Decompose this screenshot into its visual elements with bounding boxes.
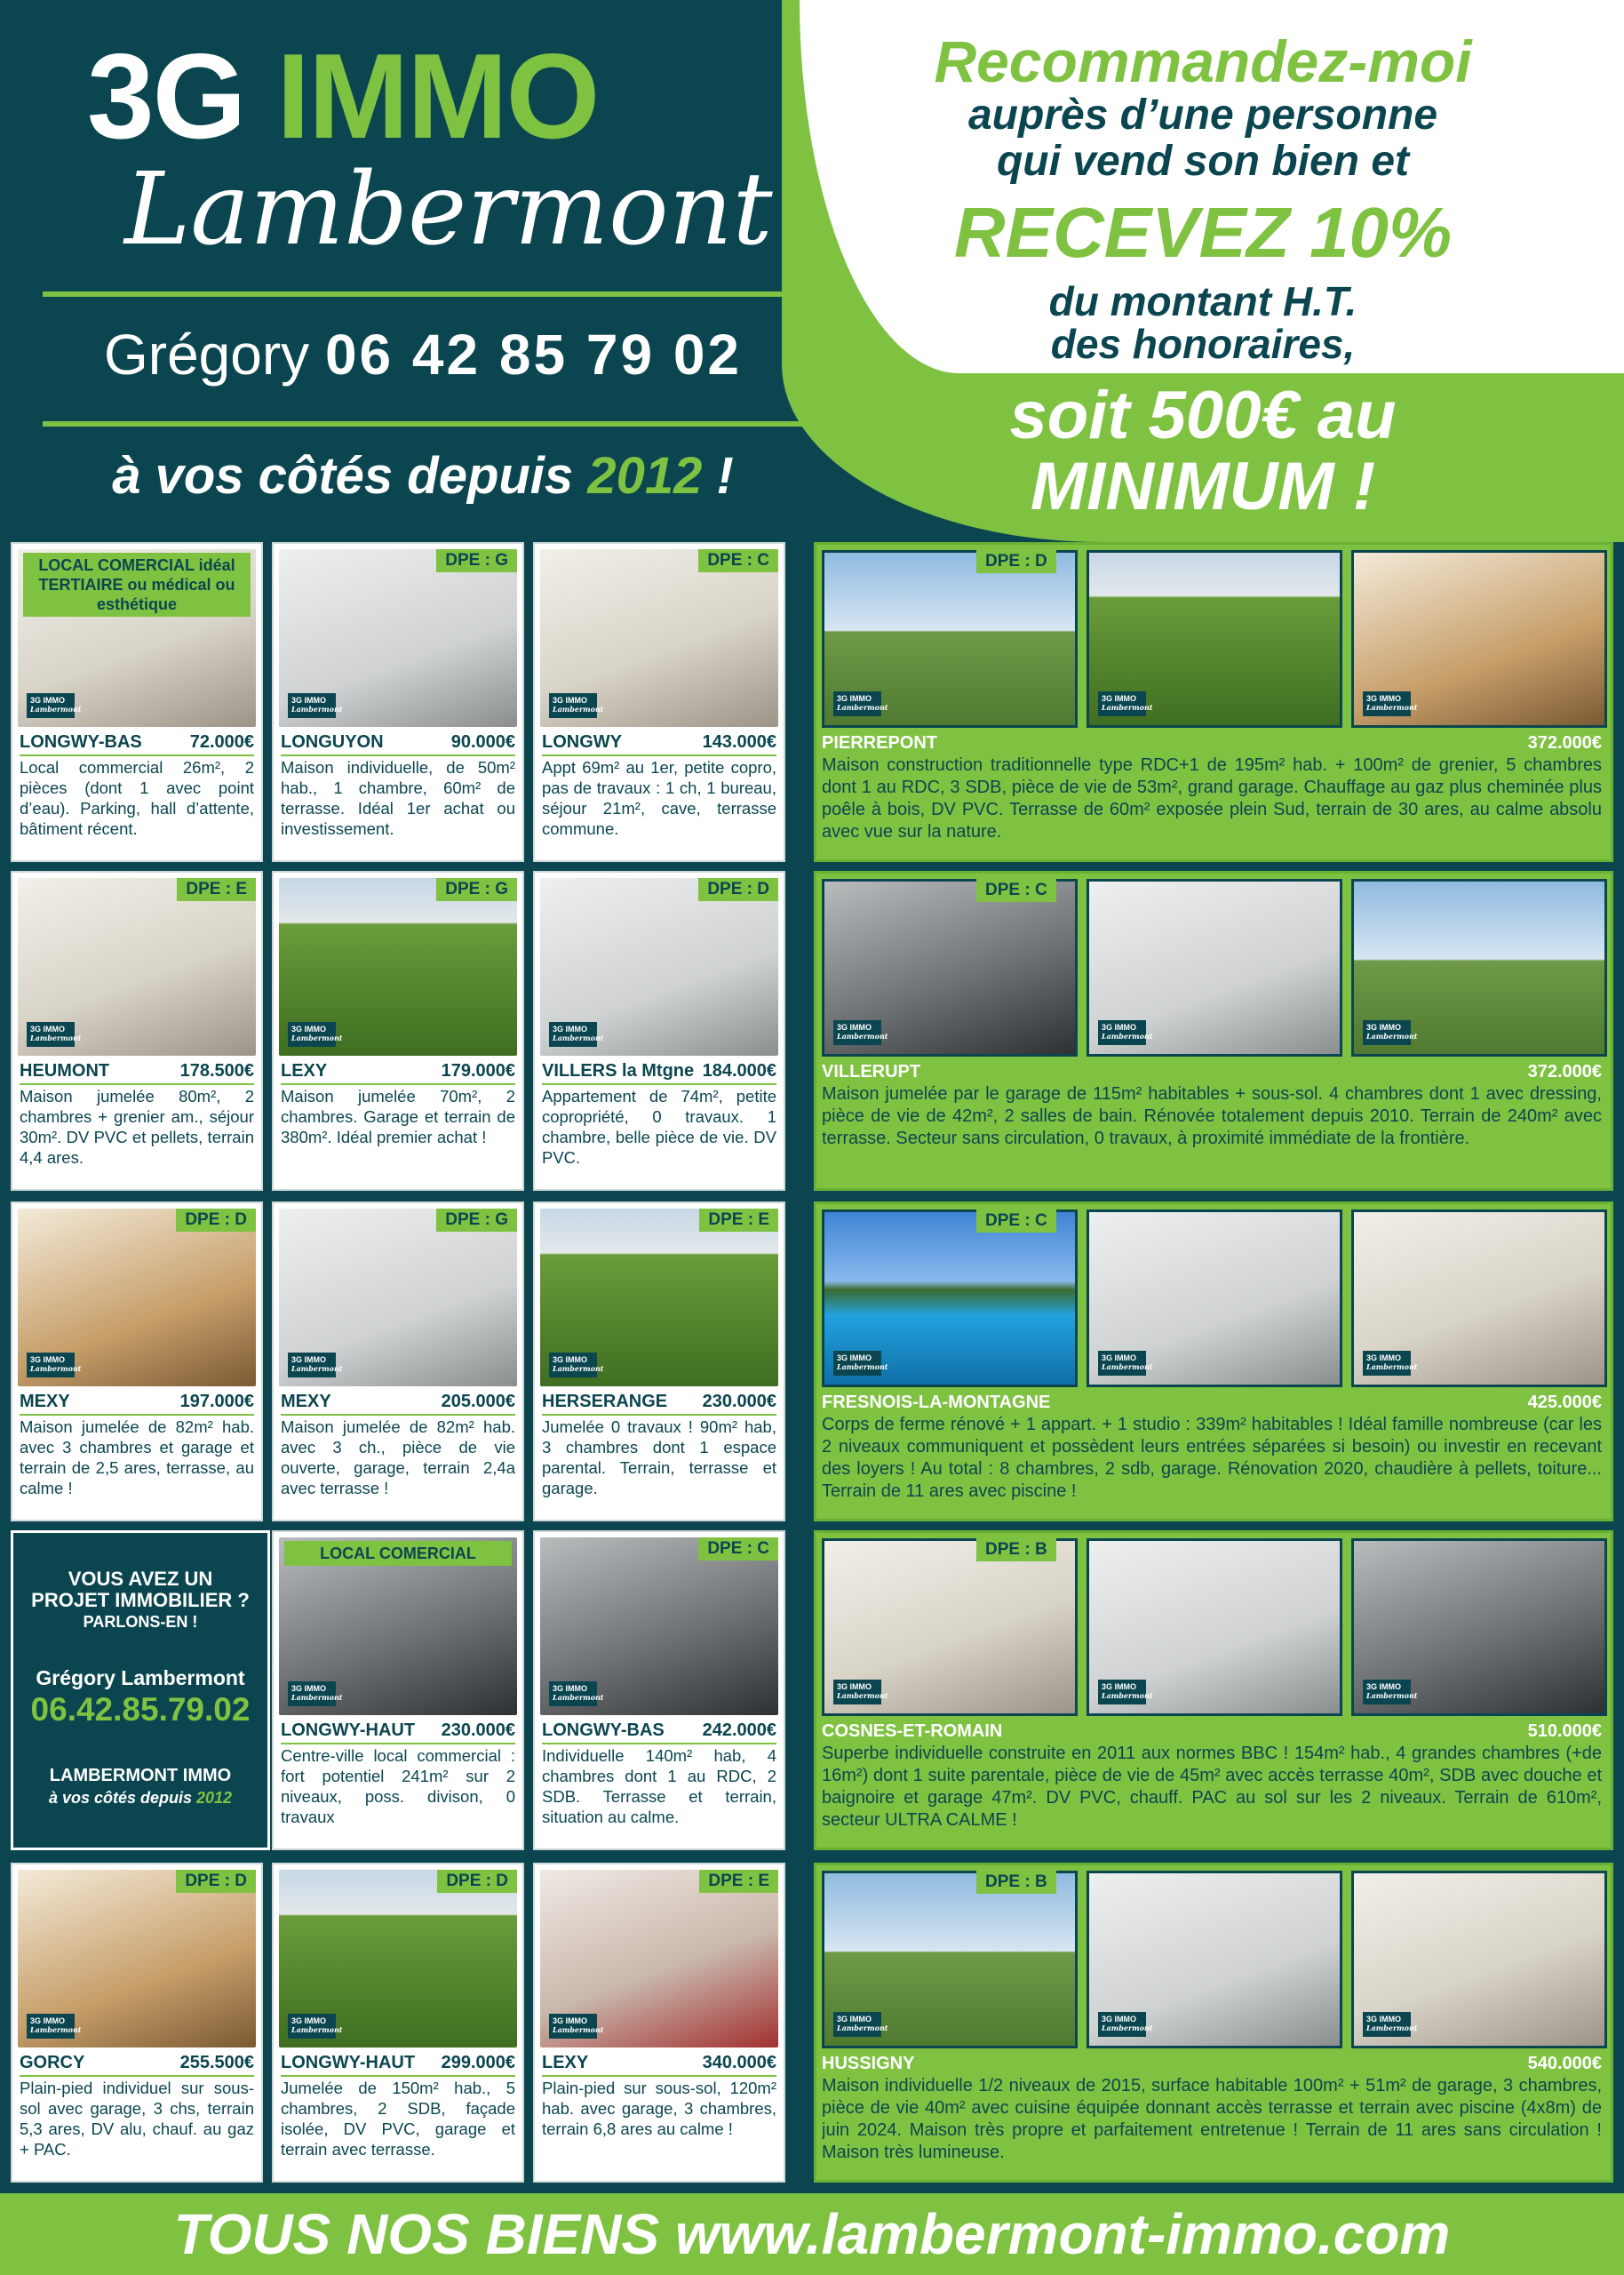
agency-logo: 3G IMMO Lambermont xyxy=(1098,1680,1146,1704)
listing-title xyxy=(281,2053,515,2077)
listing-price: 510.000€ xyxy=(1527,1721,1602,1741)
listing-photo[interactable] xyxy=(540,549,778,727)
listing-price: 372.000€ xyxy=(1527,733,1602,753)
listing-photo[interactable] xyxy=(822,1871,1078,2048)
listing-photo[interactable] xyxy=(1351,879,1607,1057)
listing-card[interactable] xyxy=(533,871,785,1191)
listing-photo[interactable] xyxy=(822,1538,1078,1716)
listing-price: 179.000€ xyxy=(441,1061,515,1081)
listing-photo[interactable] xyxy=(1351,1871,1607,2048)
dpe-badge: DPE : C xyxy=(698,1537,778,1561)
featured-listing[interactable] xyxy=(814,1530,1613,1850)
dpe-badge: DPE : E xyxy=(177,878,256,901)
listing-description: Jumelée de 150m² hab., 5 chambres, 2 SDB, façade isolée, DV PVC, garage et terrain avec terrasse. xyxy=(281,2079,515,2159)
dpe-badge: DPE : D xyxy=(176,1870,256,1893)
listing-description: Centre-ville local commercial : fort potentiel 241m² sur 2 niveaux, poss. divison, 0 travaux xyxy=(281,1746,515,1826)
listing-photo[interactable] xyxy=(822,1209,1078,1387)
promo-line-3: qui vend son bien et xyxy=(996,138,1410,185)
listing-price: 299.000€ xyxy=(441,2053,515,2072)
listing-card[interactable] xyxy=(533,542,785,862)
listing-description: Superbe individuelle construite en 2011 aux normes BBC ! 154m² hab., 4 grandes chambres (+de 16m²) dont 1 suite parentale, pièce de vie de 45m² avec accès terrasse 40m², SDB avec douche et baignoire et garage 47m². DV PVC, chauff. PAC au sol sur les 2 niveaux. Terrain de 610m², secteur ULTRA CALME ! xyxy=(822,1744,1602,1830)
listing-city: LONGWY-BAS xyxy=(20,732,142,752)
listing-photo[interactable] xyxy=(540,878,778,1056)
featured-listing[interactable] xyxy=(814,1863,1613,2183)
listing-city: LONGWY-BAS xyxy=(542,1720,665,1740)
agency-logo: 3G IMMO Lambermont xyxy=(27,1022,75,1047)
listing-photo[interactable] xyxy=(1351,1538,1607,1716)
listing-city: MEXY xyxy=(281,1392,331,1411)
dpe-badge: DPE : G xyxy=(436,549,517,572)
listing-title xyxy=(20,1061,254,1085)
listing-city: LEXY xyxy=(281,1061,328,1081)
agency-logo: 3G IMMO Lambermont xyxy=(288,1681,336,1706)
promo-line-4: RECEVEZ 10% xyxy=(953,193,1453,272)
listing-city: HERSERANGE xyxy=(542,1392,668,1411)
promo-line-8: MINIMUM ! xyxy=(1030,449,1376,524)
agency-logo: 3G IMMO Lambermont xyxy=(833,1351,881,1376)
listing-photo[interactable] xyxy=(540,1870,778,2048)
listing-title xyxy=(542,1061,776,1085)
contact-name: Grégory Lambermont xyxy=(36,1666,245,1689)
listing-price: 230.000€ xyxy=(441,1720,515,1740)
agency-logo: 3G IMMO Lambermont xyxy=(1363,1020,1411,1045)
listing-photo[interactable] xyxy=(1087,1209,1342,1387)
listing-description: Maison construction traditionnelle type RDC+1 de 195m² hab. + 100m² de grenier, 5 chambres dont 1 au RDC, 3 SDB, pièce de vie de 53m², grand garage. Chauffage au gaz plus cheminée plus poêle à bois, DV PVC. Terrasse de 60m² exposée plein Sud, terrain de 30 ares, au calme absolu avec vue sur la nature. xyxy=(822,755,1602,842)
listing-title xyxy=(20,2053,254,2077)
agency-logo: 3G IMMO Lambermont xyxy=(288,1022,336,1047)
header-since: à vos côtés depuis 2012 ! xyxy=(112,447,734,505)
listing-price: 178.500€ xyxy=(179,1061,254,1081)
listing-city: GORCY xyxy=(20,2053,85,2072)
agency-logo: 3G IMMO Lambermont xyxy=(833,691,881,716)
listing-title xyxy=(822,1062,1602,1082)
listing-city: PIERREPONT xyxy=(822,733,938,753)
listing-city: LONGWY xyxy=(542,732,622,752)
agency-logo: 3G IMMO Lambermont xyxy=(833,1020,881,1045)
dpe-badge: DPE : E xyxy=(699,1209,778,1232)
listing-photo[interactable] xyxy=(18,1209,256,1386)
promo-line-2: auprès d’une personne xyxy=(967,92,1438,139)
header-phone: Grégory 06 42 85 79 02 xyxy=(103,323,743,387)
listing-city: HEUMONT xyxy=(20,1061,110,1081)
agency-logo: 3G IMMO Lambermont xyxy=(27,693,75,718)
listing-price: 372.000€ xyxy=(1527,1062,1602,1082)
listing-price: 197.000€ xyxy=(179,1392,254,1411)
listing-title xyxy=(822,1393,1602,1413)
agency-logo: 3G IMMO Lambermont xyxy=(549,1022,597,1047)
listing-photo[interactable] xyxy=(1351,550,1607,728)
agency-logo: 3G IMMO Lambermont xyxy=(833,2012,881,2037)
listing-photo[interactable] xyxy=(18,1870,256,2048)
agency-logo: 3G IMMO Lambermont xyxy=(1363,691,1411,716)
listing-photo[interactable] xyxy=(279,1209,517,1386)
agency-logo: 3G IMMO Lambermont xyxy=(549,2014,597,2039)
agency-logo: 3G IMMO Lambermont xyxy=(1363,1680,1411,1704)
listing-card[interactable] xyxy=(11,1863,263,2183)
listing-card[interactable] xyxy=(533,1201,785,1521)
agency-logo: 3G IMMO Lambermont xyxy=(1363,1351,1411,1376)
agency-logo: 3G IMMO Lambermont xyxy=(1098,1020,1146,1045)
contact-company: LAMBERMONT IMMO xyxy=(49,1766,232,1785)
listing-photo[interactable] xyxy=(1351,1209,1607,1387)
listing-title xyxy=(822,2054,1602,2074)
agency-logo: 3G IMMO Lambermont xyxy=(549,693,597,718)
listing-city: MEXY xyxy=(20,1392,70,1411)
featured-listing[interactable] xyxy=(814,542,1613,862)
listing-card[interactable] xyxy=(11,1201,263,1521)
agency-logo: 3G IMMO Lambermont xyxy=(288,1353,336,1377)
dpe-badge: DPE : D xyxy=(698,878,778,901)
agency-logo: 3G IMMO Lambermont xyxy=(288,693,336,718)
listing-city: LONGWY-HAUT xyxy=(281,1720,416,1740)
brand-logo: 3G IMMO xyxy=(87,28,599,164)
dpe-badge: DPE : G xyxy=(436,878,517,901)
listing-price: 205.000€ xyxy=(441,1392,515,1411)
dpe-badge: DPE : G xyxy=(436,1209,517,1232)
contact-phone[interactable]: 06.42.85.79.02 xyxy=(30,1691,251,1728)
listing-photo[interactable] xyxy=(822,879,1078,1057)
listing-city: LONGWY-HAUT xyxy=(281,2053,416,2072)
listing-city: COSNES-ET-ROMAIN xyxy=(822,1721,1003,1741)
listing-description: Appartement de 74m², petite copropriété, 0 travaux. 1 chambre, belle pièce de vie. DV PVC. xyxy=(542,1087,776,1167)
agency-logo: 3G IMMO Lambermont xyxy=(549,1681,597,1706)
agency-logo: 3G IMMO Lambermont xyxy=(27,2014,75,2039)
dpe-badge: DPE : D xyxy=(976,550,1056,573)
listing-description: Maison jumelée 70m², 2 chambres. Garage et terrain de 380m². Idéal premier achat ! xyxy=(281,1087,515,1146)
listing-city: VILLERS la Mtgne xyxy=(542,1061,695,1081)
listing-city: HUSSIGNY xyxy=(822,2054,915,2073)
agency-logo: 3G IMMO Lambermont xyxy=(1098,691,1146,716)
dpe-badge: DPE : E xyxy=(699,1870,778,1893)
listing-photo[interactable] xyxy=(1087,1871,1342,2048)
listing-card[interactable] xyxy=(11,542,263,862)
listing-title xyxy=(281,1061,515,1085)
dpe-badge: DPE : C xyxy=(976,879,1056,902)
listing-title xyxy=(281,1392,515,1416)
listing-badge: LOCAL COMERCIAL idéal TERTIAIRE ou médical ou esthétique xyxy=(23,553,251,617)
listing-price: 242.000€ xyxy=(702,1720,776,1740)
listing-price: 184.000€ xyxy=(702,1061,776,1081)
listing-photo[interactable] xyxy=(1087,1538,1342,1716)
promo-line-5: du montant H.T. xyxy=(1048,278,1357,324)
listing-price: 340.000€ xyxy=(702,2053,776,2072)
listing-photo[interactable] xyxy=(822,550,1078,728)
listing-title xyxy=(20,1392,254,1416)
promo-line-1: Recommandez-moi xyxy=(934,28,1472,94)
dpe-badge: DPE : B xyxy=(976,1871,1056,1894)
listing-price: 255.500€ xyxy=(179,2053,254,2072)
listing-photo[interactable] xyxy=(540,1209,778,1386)
listing-photo[interactable] xyxy=(1087,879,1342,1057)
footer-banner[interactable]: TOUS NOS BIENS www.lambermont-immo.com xyxy=(0,2193,1624,2275)
contact-tagline: à vos côtés depuis 2012 xyxy=(48,1789,233,1807)
promo-line-6: des honoraires, xyxy=(1050,321,1356,367)
listing-description: Maison individuelle, de 50m² hab., 1 chambre, 60m² de terrasse. Idéal 1er achat ou investissement. xyxy=(281,758,515,838)
listing-price: 230.000€ xyxy=(702,1392,776,1411)
listing-title xyxy=(20,732,254,756)
contact-card xyxy=(11,1530,270,1850)
agency-logo: 3G IMMO Lambermont xyxy=(1098,1351,1146,1376)
listing-photo[interactable] xyxy=(18,878,256,1056)
listing-photo[interactable] xyxy=(279,1870,517,2048)
listing-price: 72.000€ xyxy=(189,732,254,752)
listing-description: Individuelle 140m² hab, 4 chambres dont 1 au RDC, 2 SDB. Terrasse et terrain, situation au calme. xyxy=(542,1746,776,1826)
listing-title xyxy=(542,2053,776,2077)
listing-description: Plain-pied individuel sur sous-sol avec garage, 3 chs, terrain 5,3 ares, DV alu, chauf. au gaz + PAC. xyxy=(20,2079,254,2159)
brand-script: Lambermont xyxy=(124,152,773,267)
listing-card[interactable] xyxy=(272,1863,524,2183)
listing-photo[interactable] xyxy=(1087,550,1342,728)
listing-title xyxy=(542,732,776,756)
listing-price: 143.000€ xyxy=(702,732,776,752)
listing-price: 540.000€ xyxy=(1527,2054,1602,2073)
featured-listing[interactable] xyxy=(814,1201,1613,1521)
listing-title xyxy=(822,1721,1602,1742)
listing-description: Maison jumelée de 82m² hab. avec 3 ch., pièce de vie ouverte, garage, terrain 2,4a avec terrasse ! xyxy=(281,1417,515,1497)
listing-description: Maison jumelée par le garage de 115m² habitables + sous-sol. 4 chambres dont 1 avec dressing, pièce de vie de 42m², 2 salles de bain. Rénovée totalement depuis 2010. Terrain de 240m² avec terrasse. Secteur sans circulation, 0 travaux, à proximité immédiate de la frontière. xyxy=(822,1084,1602,1148)
listing-card[interactable] xyxy=(533,1863,785,2183)
agency-logo: 3G IMMO Lambermont xyxy=(833,1680,881,1704)
dpe-badge: DPE : C xyxy=(976,1209,1056,1233)
listing-description: Corps de ferme rénové + 1 appart. + 1 studio : 339m² habitables ! Idéal famille nombreuse (car les 2 niveaux communiquent et possèdent leurs entrées séparées si besoin) ou investir en recevant des loyers ! Au total : 8 chambres, 2 sdb, garage. Rénovation 2020, chaudière à pellets, toiture... Terrain de 11 ares avec piscine ! xyxy=(822,1415,1602,1501)
listing-description: Maison jumelée de 82m² hab. avec 3 chambres et garage et terrain de 2,5 ares, terrasse, au calme ! xyxy=(20,1417,254,1497)
listing-card[interactable] xyxy=(272,542,524,862)
listing-title xyxy=(822,733,1602,754)
divider-top xyxy=(43,291,807,297)
listing-price: 425.000€ xyxy=(1527,1393,1602,1412)
listing-description: Maison individuelle 1/2 niveaux de 2015, surface habitable 100m² + 51m² de garage, 3 chambres, pièce de vie 40m² avec cuisine équipée donnant accès terrasse et terrain avec piscine (4x8m) de juin 2024. Maison très propre et parfaitement entretenue ! Terrain de 11 ares sans circulation ! Maison très lumineuse. xyxy=(822,2076,1602,2162)
listing-description: Appt 69m² au 1er, petite copro, pas de travaux : 1 ch, 1 bureau, séjour 21m², cave, terrasse commune. xyxy=(542,758,776,838)
listing-card[interactable] xyxy=(272,1201,524,1521)
listing-description: Maison jumelée 80m², 2 chambres + grenier am., séjour 30m². DV PVC et pellets, terrain 4,4 ares. xyxy=(20,1087,254,1167)
listing-title xyxy=(542,1392,776,1416)
listing-description: Jumelée 0 travaux ! 90m² hab, 3 chambres dont 1 espace parental. Terrain, terrasse et garage. xyxy=(542,1417,776,1497)
dpe-badge: DPE : C xyxy=(698,549,778,572)
listing-city: LEXY xyxy=(542,2053,589,2072)
dpe-badge: DPE : B xyxy=(976,1538,1056,1561)
listing-card[interactable] xyxy=(272,871,524,1191)
listing-description: Plain-pied sur sous-sol, 120m² hab. avec garage, 3 chambres, terrain 6,8 ares au calme ! xyxy=(542,2079,776,2138)
listing-photo[interactable] xyxy=(279,549,517,727)
agency-logo: 3G IMMO Lambermont xyxy=(1363,2012,1411,2037)
listing-city: LONGUYON xyxy=(281,732,384,752)
featured-listing[interactable] xyxy=(814,871,1613,1191)
listing-title xyxy=(542,1720,776,1744)
contact-heading: VOUS AVEZ UN PROJET IMMOBILIER ? PARLONS-EN ! xyxy=(31,1568,250,1631)
agency-logo: 3G IMMO Lambermont xyxy=(288,2014,336,2039)
agency-logo: 3G IMMO Lambermont xyxy=(1098,2012,1146,2037)
listing-description: Local commercial 26m², 2 pièces (dont 1 avec point d’eau). Parking, hall d’attente, bâtiment récent. xyxy=(20,758,254,838)
dpe-badge: DPE : D xyxy=(176,1209,256,1232)
listing-photo[interactable] xyxy=(279,878,517,1056)
listing-card[interactable] xyxy=(11,871,263,1191)
dpe-badge: DPE : D xyxy=(437,1870,517,1893)
listing-price: 90.000€ xyxy=(450,732,515,752)
listing-city: FRESNOIS-LA-MONTAGNE xyxy=(822,1393,1051,1412)
agency-logo: 3G IMMO Lambermont xyxy=(27,1353,75,1377)
divider-bottom xyxy=(43,421,807,427)
listing-title xyxy=(281,732,515,756)
listing-photo[interactable] xyxy=(540,1537,778,1715)
header-left xyxy=(0,0,853,533)
listing-card[interactable] xyxy=(272,1530,524,1850)
promo-line-7: soit 500€ au xyxy=(1009,378,1397,453)
listing-city: VILLERUPT xyxy=(822,1062,921,1082)
promo-text xyxy=(782,0,1624,542)
listing-card[interactable] xyxy=(533,1530,785,1850)
listing-title xyxy=(281,1720,515,1744)
agency-logo: 3G IMMO Lambermont xyxy=(549,1353,597,1377)
listing-badge: LOCAL COMERCIAL xyxy=(284,1541,512,1566)
